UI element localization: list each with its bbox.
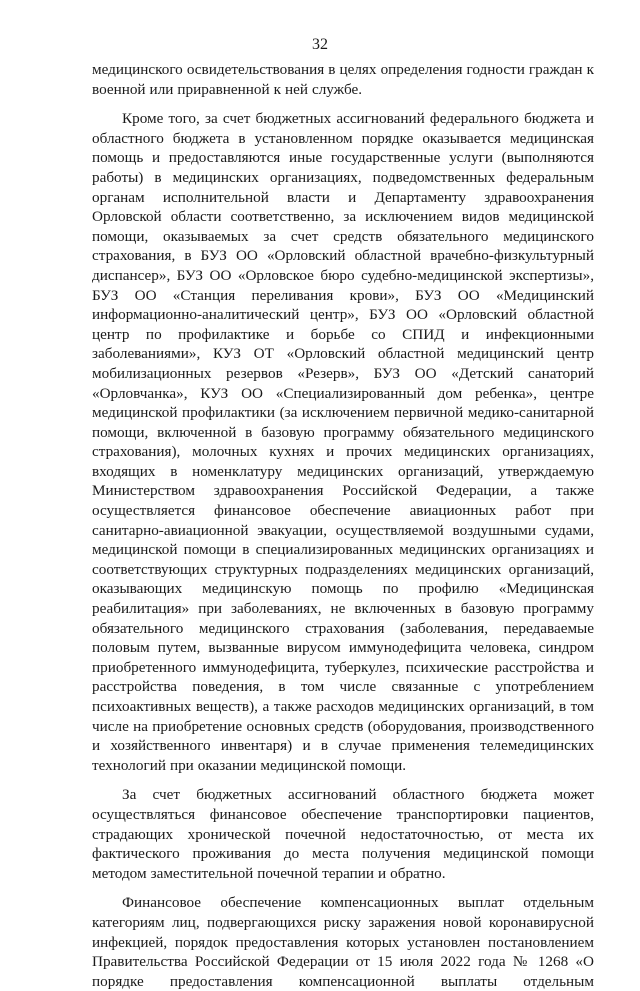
paragraph-budget-funding: Кроме того, за счет бюджетных ассигнований федерального бюджета и областного бюджета в установленном порядке оказывается медицинская помощь и предоставляются иные государственные услуги (выполняются работы) в медицинских организациях, подведомственных федеральным органам исполнительной власти и Департаменту здравоохранения Орловской области соответственно, за исключением видов медицинской помощи, оказываемых за счет средств обязательного медицинского страхования, в БУЗ ОО «Орловский областной врачебно-физкультурный диспансер», БУЗ ОО «Орловское бюро судебно-медицинской экспертизы», БУЗ ОО «Станция переливания крови», БУЗ ОО «Медицинский информационно-аналитический центр», БУЗ ОО «Орловский областной центр по профилактике и борьбе со СПИД и инфекционными заболеваниями», КУЗ ОТ «Орловский областной медицинский центр мобилизационных резервов «Резерв», БУЗ ОО «Детский санаторий «Орловчанка», КУЗ ОО «Специализированный дом ребенка», центре медицинской профилактики (за исключением первичной медико-санитарной помощи, включенной в базовую программу обязательного медицинского страхования), молочных кухнях и прочих медицинских организациях, входящих в номенклатуру медицинских организаций, утверждаемую Министерством здравоохранения Российской Федерации, а также осуществляется финансовое обеспечение авиационных работ при санитарно-авиационной эвакуации, осуществляемой воздушными судами, медицинской помощи в специализированных медицинских организациях и соответствующих структурных подразделениях медицинских организаций, оказывающих медицинскую помощь по профилю «Медицинская реабилитация» при заболеваниях, не включенных в базовую программу обязательного медицинского страхования (заболевания, передаваемые половым путем, вызванные вирусом иммунодефицита человека, синдром приобретенного иммунодефицита, туберкулез, психические расстройства и расстройства поведения, в том числе связанные с употреблением психоактивных веществ), а также расходов медицинских организаций, в том числе на приобретение основных средств (оборудования, производственного и хозяйственного инвентаря) и в случае применения телемедицинских технологий при оказании медицинской помощи.: [92, 110, 594, 774]
paragraph-compensation-payments: Финансовое обеспечение компенсационных выплат отдельным категориям лиц, подвергающихся риску заражения новой коронавирусной инфекцией, порядок предоставления которых установлен постановлением Правительства Российской Федерации от 15 июля 2022 года № 1268 «О порядке предоставления компенсационной выплаты отдельным: [92, 894, 594, 990]
paragraph-transport-funding: За счет бюджетных ассигнований областного бюджета может осуществляться финансовое обеспечение транспортировки пациентов, страдающих хронической почечной недостаточностью, от места их фактического проживания до места получения медицинской помощи методом заместительной почечной терапии и обратно.: [92, 786, 594, 882]
document-body: [92, 60, 594, 991]
page-number: 32: [312, 36, 328, 53]
paragraph-continuation: медицинского освидетельствования в целях определения годности граждан к военной или приравненной к ней службе.: [92, 61, 594, 98]
